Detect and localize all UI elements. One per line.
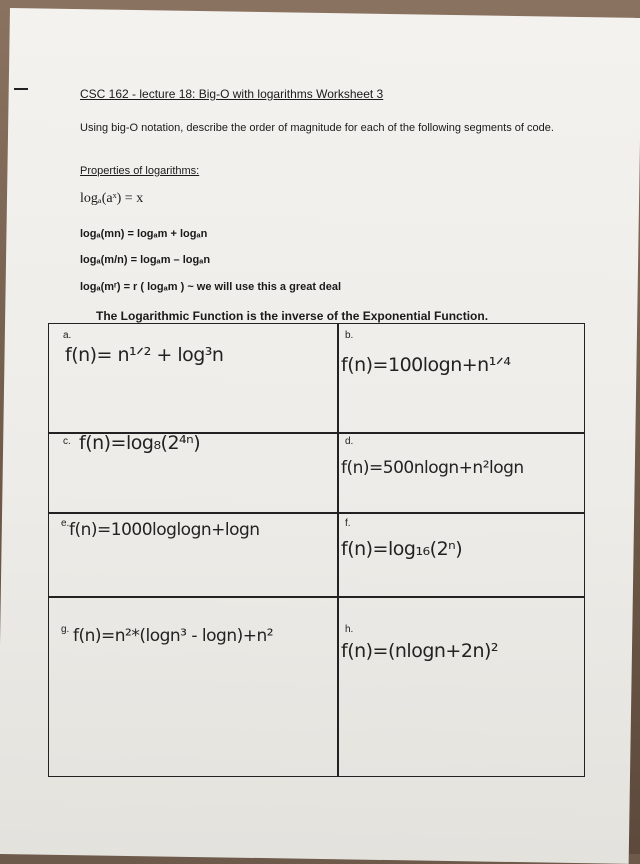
log-property-4: logₐ(mʳ) = r ( logₐm ) ~ we will use this a great deal bbox=[80, 281, 342, 293]
cell-label-b: b. bbox=[345, 330, 354, 341]
answer-g: f(n)=n²*(logn³ - logn)+n² bbox=[73, 626, 274, 646]
cell-label-h: h. bbox=[345, 624, 354, 635]
answer-grid bbox=[48, 323, 585, 777]
cell-label-e: e. bbox=[61, 518, 70, 529]
answer-f: f(n)=log₁₆(2ⁿ) bbox=[341, 538, 463, 560]
cell-label-c: c. bbox=[63, 436, 71, 447]
table-header: The Logarithmic Function is the inverse of the Exponential Function. bbox=[96, 309, 489, 323]
answer-c: f(n)=log₈(2⁴ⁿ) bbox=[79, 432, 201, 454]
pen-mark bbox=[14, 88, 28, 90]
grid-divider-row-3 bbox=[49, 596, 584, 598]
answer-b: f(n)=100logn+n¹ᐟ⁴ bbox=[341, 354, 511, 376]
log-property-3: logₐ(m/n) = logₐm – logₐn bbox=[80, 254, 211, 266]
cell-label-a: a. bbox=[63, 330, 72, 341]
grid-divider-row-2 bbox=[49, 512, 584, 514]
cell-label-g: g. bbox=[61, 624, 70, 635]
properties-heading: Properties of logarithms: bbox=[80, 165, 200, 177]
answer-a: f(n)= n¹ᐟ² + log³n bbox=[65, 344, 224, 366]
log-property-2: logₐ(mn) = logₐm + logₐn bbox=[80, 228, 208, 240]
log-property-1: logₐ(aˣ) = x bbox=[80, 191, 144, 206]
answer-e: f(n)=1000loglogn+logn bbox=[69, 520, 260, 540]
cell-label-d: d. bbox=[345, 436, 354, 447]
grid-divider-vertical bbox=[337, 324, 339, 776]
worksheet-intro: Using big-O notation, describe the order of magnitude for each of the following segments of code. bbox=[80, 122, 554, 134]
worksheet-title: CSC 162 - lecture 18: Big-O with logarithms Worksheet 3 bbox=[80, 87, 384, 101]
cell-label-f: f. bbox=[345, 518, 351, 529]
answer-d: f(n)=500nlogn+n²logn bbox=[341, 458, 524, 478]
answer-h: f(n)=(nlogn+2n)² bbox=[341, 640, 499, 662]
